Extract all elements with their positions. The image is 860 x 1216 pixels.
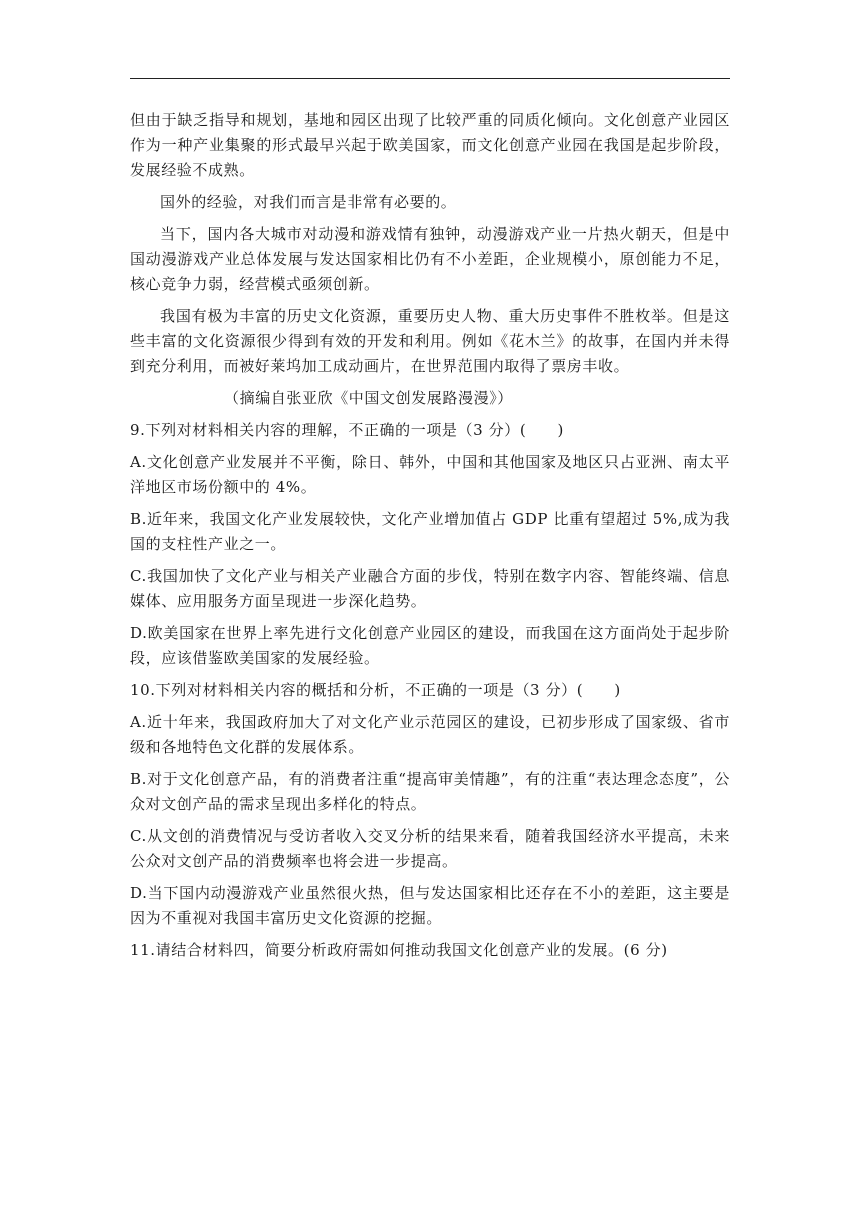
passage-paragraph-1: 但由于缺乏指导和规划，基地和园区出现了比较严重的同质化倾向。文化创意产业园区作为一种产业集聚的形式最早兴起于欧美国家，而文化创意产业园在我国是起步阶段，发展经验不成熟。 (130, 111, 730, 179)
passage-paragraph-3: 当下，国内各大城市对动漫和游戏情有独钟，动漫游戏产业一片热火朝天，但是中国动漫游戏产业总体发展与发达国家相比仍有不小差距，企业规模小，原创能力不足，核心竞争力弱，经营模式亟须创新。 (130, 225, 730, 293)
question-10-option-d: D.当下国内动漫游戏产业虽然很火热，但与发达国家相比还存在不小的差距，这主要是因为不重视对我国丰富历史文化资源的挖掘。 (130, 884, 730, 927)
passage-paragraph-4: 我国有极为丰富的历史文化资源，重要历史人物、重大历史事件不胜枚举。但是这些丰富的文化资源很少得到有效的开发和利用。例如《花木兰》的故事，在国内并未得到充分利用，而被好莱坞加工成动画片，在世界范围内取得了票房丰收。 (130, 307, 730, 375)
question-9-option-a: A.文化创意产业发展并不平衡，除日、韩外，中国和其他国家及地区只占亚洲、南太平洋地区市场份额中的 4%。 (130, 453, 730, 496)
passage-paragraph-2: 国外的经验，对我们而言是非常有必要的。 (160, 193, 457, 211)
question-10-option-c: C.从文创的消费情况与受访者收入交叉分析的结果来看，随着我国经济水平提高，未来公众对文创产品的消费频率也将会进一步提高。 (130, 827, 730, 870)
question-10-stem: 10.下列对材料相关内容的概括和分析，不正确的一项是（3 分）( ) (130, 681, 621, 699)
question-10-option-b: B.对于文化创意产品，有的消费者注重“提高审美情趣”，有的注重“表达理念态度”，公众对文创产品的需求呈现出多样化的特点。 (130, 770, 730, 813)
header-rule (130, 78, 730, 79)
question-9-stem: 9.下列对材料相关内容的理解，不正确的一项是（3 分）( ) (130, 421, 564, 439)
question-9-option-d: D.欧美国家在世界上率先进行文化创意产业园区的建设，而我国在这方面尚处于起步阶段，应该借鉴欧美国家的发展经验。 (130, 624, 730, 667)
question-11-stem: 11.请结合材料四，简要分析政府需如何推动我国文化创意产业的发展。(6 分) (130, 941, 668, 959)
question-9-option-b: B.近年来，我国文化产业发展较快，文化产业增加值占 GDP 比重有望超过 5%,成为我国的支柱性产业之一。 (130, 510, 730, 553)
question-10-option-a: A.近十年来，我国政府加大了对文化产业示范园区的建设，已初步形成了国家级、省市级和各地特色文化群的发展体系。 (130, 713, 730, 756)
document-body (130, 108, 730, 970)
passage-source: （摘编自张亚欣《中国文创发展路漫漫》） (224, 389, 513, 407)
question-9-option-c: C.我国加快了文化产业与相关产业融合方面的步伐，特别在数字内容、智能终端、信息媒体、应用服务方面呈现进一步深化趋势。 (130, 567, 730, 610)
